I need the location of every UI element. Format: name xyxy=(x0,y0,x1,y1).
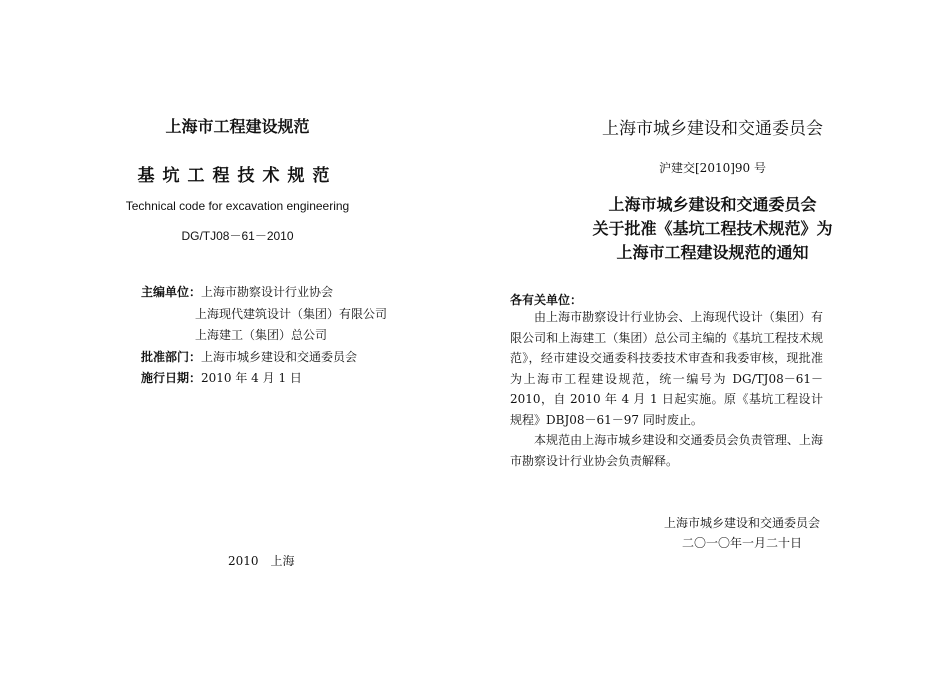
notice-title xyxy=(475,193,950,265)
notice-title-line: 关于批准《基坑工程技术规范》为 xyxy=(592,219,833,238)
publication-footer: 2010 上海 xyxy=(228,554,295,568)
credit-line-co-editor-1 xyxy=(141,304,387,326)
document-number: 沪建交[2010]90 号 xyxy=(659,161,766,175)
body-paragraph: 由上海市勘察设计行业协会、上海现代设计（集团）有限公司和上海建工（集团）总公司主编的《基坑工程技术规范》，经市建设交通委科技委技术审查和我委审核，现批准为上海市工程建设规范，统一编号为 DG/TJ08－61－2010，自 2010 年 4 月 1 日起实施。原《基坑工程设计规程》DBJ08－61－97 同时废止。 xyxy=(510,310,823,427)
main-title: 基坑工程技术规范 xyxy=(137,166,338,186)
right-page xyxy=(475,0,950,675)
credit-label: 批准部门： xyxy=(141,349,202,364)
body-paragraph: 本规范由上海市城乡建设和交通委员会负责管理、上海市勘察设计行业协会负责解释。 xyxy=(510,433,823,468)
series-title: 上海市工程建设规范 xyxy=(165,117,310,136)
notice-title-line: 上海市工程建设规范的通知 xyxy=(616,243,809,262)
credit-value: 上海市勘察设计行业协会 xyxy=(201,285,334,299)
notice-body xyxy=(510,307,823,471)
addressee: 各有关单位： xyxy=(510,293,583,307)
notice-title-line: 上海市城乡建设和交通委员会 xyxy=(608,195,817,214)
credits-block xyxy=(141,282,387,390)
credit-label: 施行日期： xyxy=(141,371,202,385)
credit-value: 上海建工（集团）总公司 xyxy=(195,328,328,342)
credit-line-effective-date xyxy=(141,368,387,390)
signature-block xyxy=(664,513,820,553)
commission-header: 上海市城乡建设和交通委员会 xyxy=(602,119,823,139)
credit-value: 2010 年 4 月 1 日 xyxy=(201,371,302,385)
standard-code: DG/TJ08－61－2010 xyxy=(181,229,294,243)
credit-line-approver xyxy=(141,347,387,369)
credit-value: 上海市城乡建设和交通委员会 xyxy=(201,349,358,364)
english-title: Technical code for excavation engineering xyxy=(125,199,350,213)
credit-label: 主编单位： xyxy=(141,285,202,299)
signature-org: 上海市城乡建设和交通委员会 xyxy=(664,516,821,530)
credit-line-co-editor-2 xyxy=(141,325,387,347)
signature-date: 二〇一〇年一月二十日 xyxy=(682,536,803,550)
credit-value: 上海现代建筑设计（集团）有限公司 xyxy=(195,306,388,321)
credit-line-chief-editor xyxy=(141,282,387,304)
